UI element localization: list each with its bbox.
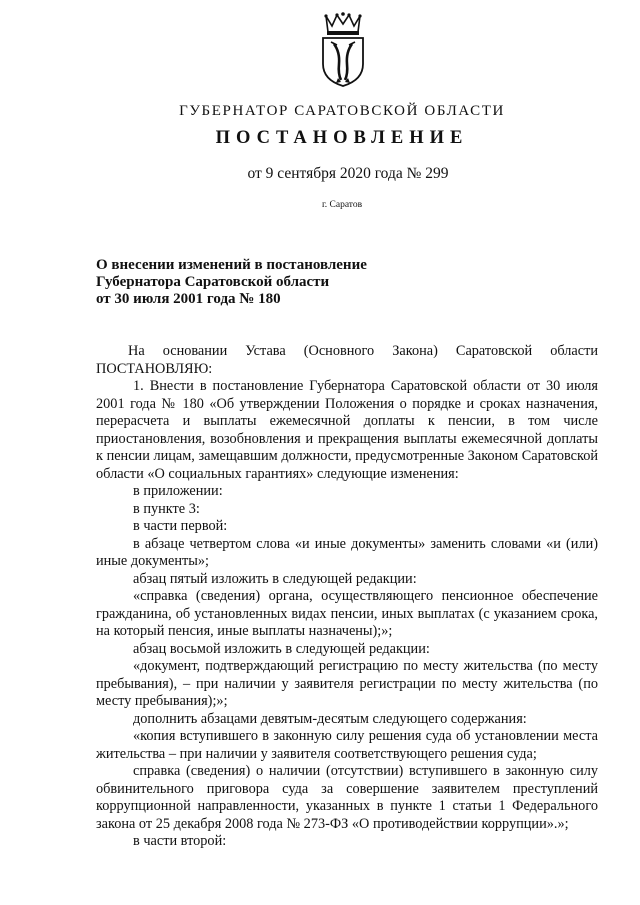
document-city: г. Саратов xyxy=(321,200,363,210)
body-paragraph: в абзаце четвертом слова «и иные документы» заменить словами «и (или) иные документы»; xyxy=(96,535,598,569)
body-paragraph: абзац пятый изложить в следующей редакции: xyxy=(133,570,417,587)
subject-line: от 30 июля 2001 года № 180 xyxy=(96,291,281,307)
body-paragraph: в пункте 3: xyxy=(133,500,200,517)
body-paragraph: в приложении: xyxy=(133,483,223,499)
saratov-coat-of-arms-icon xyxy=(316,12,370,88)
body-paragraph: «копия вступившего в законную силу решения суда об установлении места жительства – при наличии у заявителя соответствующего решения суда; xyxy=(96,728,598,762)
body-paragraph: дополнить абзацами девятым-десятым следующего содержания: xyxy=(133,710,527,727)
document-type-title: ПОСТАНОВЛЕНИЕ xyxy=(215,128,469,148)
body-paragraph: «документ, подтверждающий регистрацию по месту жительства (по месту пребывания), – при наличии у заявителя регистрации по месту жительства (по месту пребывания);»; xyxy=(96,658,598,709)
issuing-authority: ГУБЕРНАТОР САРАТОВСКОЙ ОБЛАСТИ xyxy=(179,103,505,119)
document-date-number: от 9 сентября 2020 года № 299 xyxy=(247,165,449,182)
document-body xyxy=(96,343,598,851)
body-paragraph: справка (сведения) о наличии (отсутствии) вступившего в законную силу обвинительного приговора суда за совершение заявителем преступлений коррупционной направленности, указанных в пункте 1 статьи 1 Федерального закона от 25 декабря 2008 года № 273-ФЗ «О противодействии коррупции».»; xyxy=(96,763,598,832)
body-paragraph: 1. Внести в постановление Губернатора Саратовской области от 30 июля 2001 года № 180 «Об утверждении Положения о порядке и сроках назначения, перерасчета и выплаты ежемесячной доплаты к пенсии, в том числе приостановления, возобновления и прекращения выплаты ежемесячной доплаты к пенсии лицам, замещавшим должности, предусмотренные Законом Саратовской области «О социальных гарантиях» следующие изменения: xyxy=(96,378,598,482)
body-paragraph: в части второй: xyxy=(133,833,227,849)
document-subject xyxy=(96,257,496,308)
subject-line: Губернатора Саратовской области xyxy=(96,274,330,290)
subject-line: О внесении изменений в постановление xyxy=(96,257,367,273)
body-paragraph: в части первой: xyxy=(133,518,228,534)
body-paragraph: На основании Устава (Основного Закона) Саратовской области ПОСТАНОВЛЯЮ: xyxy=(96,343,598,377)
body-paragraph: «справка (сведения) органа, осуществляющего пенсионное обеспечение гражданина, об установленных видах пенсии, иных выплатах (с указанием срока, на который пенсия, иные выплаты назначены);»; xyxy=(96,588,598,639)
body-paragraph: абзац восьмой изложить в следующей редакции: xyxy=(133,640,430,657)
